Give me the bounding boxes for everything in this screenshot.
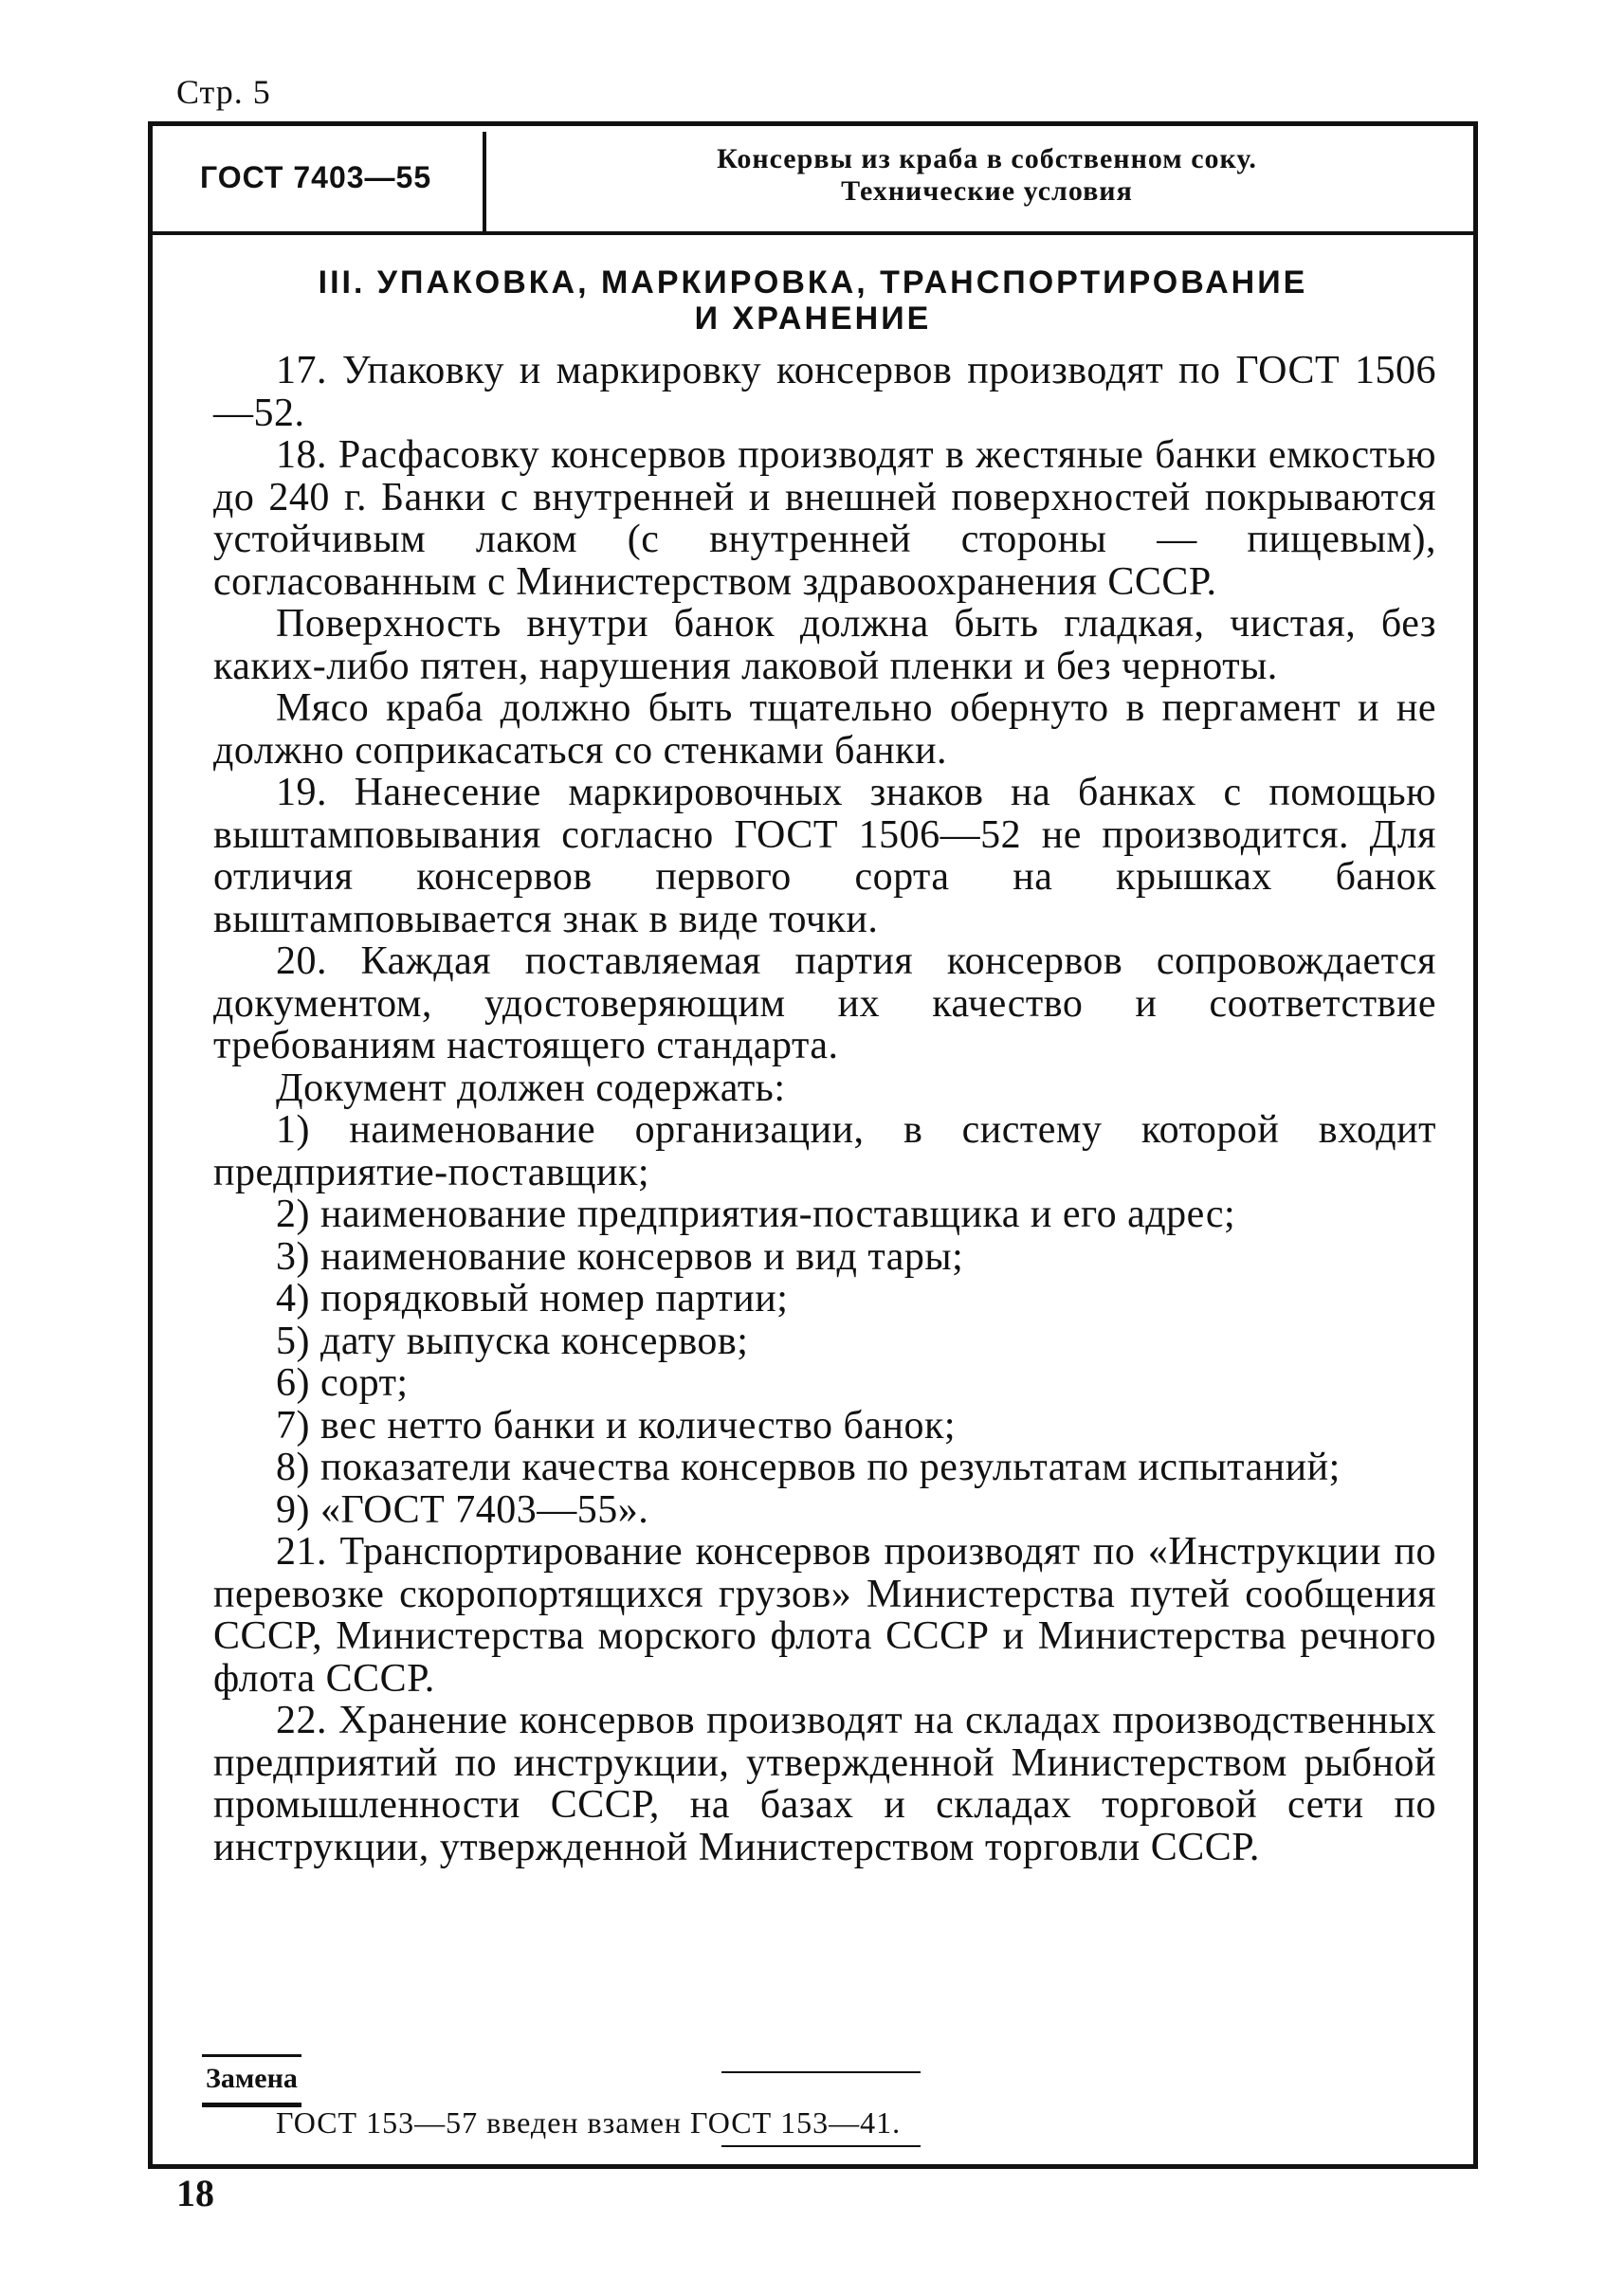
clause-17: 17. Упаковку и маркировку консервов производят по ГОСТ 1506—52. (213, 349, 1436, 435)
section-body (213, 350, 1436, 1868)
clause-18-meat: Мясо краба должно быть тщательно обернуто в пергамент и не должно соприкасаться со стенками банки. (213, 686, 1436, 773)
clause-18-surface: Поверхность внутри банок должна быть гладкая, чистая, без каких-либо пятен, нарушения лаковой пленки и без черноты. (213, 602, 1436, 688)
document-frame (148, 121, 1478, 2169)
separator-rule-bottom (721, 2145, 921, 2147)
page-label: Стр. 5 (176, 73, 271, 111)
clause-21: 21. Транспортирование консервов производят по «Инструкции по перевозке скоропортящихся грузов» Министерства путей сообщения СССР, Министерства морского флота СССР и Министерства речного флота СССР. (213, 1530, 1436, 1701)
document-contents-intro: Документ должен содержать: (276, 1066, 786, 1110)
section-title (153, 264, 1473, 337)
list-item-8: 8) показатели качества консервов по результатам испытаний; (276, 1446, 1341, 1489)
list-item-1: 1) наименование организации, в систему которой входит предприятие-поставщик; (213, 1108, 1436, 1194)
list-item-7: 7) вес нетто банки и количество банок; (276, 1403, 957, 1448)
document-title (513, 143, 1461, 208)
list-item-3: 3) наименование консервов и вид тары; (276, 1234, 964, 1279)
replacement-label: Замена (202, 2054, 301, 2107)
section-title-line-2: И ХРАНЕНИЕ (694, 301, 932, 337)
list-item-2: 2) наименование предприятия-поставщика и его адрес; (276, 1193, 1236, 1236)
clause-20: 20. Каждая поставляемая партия консервов сопровождается документом, удостоверяющим их качество и соответствие требованиям настоящего стандарта. (213, 939, 1436, 1067)
list-item-9: 9) «ГОСТ 7403—55». (276, 1487, 649, 1532)
standard-code: ГОСТ 7403—55 (200, 160, 432, 194)
section-title-line-1: III. УПАКОВКА, МАРКИРОВКА, ТРАНСПОРТИРОВАНИЕ (318, 264, 1308, 301)
separator-rule-top (721, 2071, 921, 2073)
list-item-4: 4) порядковый номер партии; (276, 1277, 789, 1321)
document-title-line-1: Консервы из краба в собственном соку. (717, 143, 1257, 174)
clause-18: 18. Расфасовку консервов производят в жестяные банки емкостью до 240 г. Банки с внутренней и внешней поверхностей покрываются устойчивым лаком (с внутренней стороны — пищевым), согласованным с Министерством здравоохранения СССР. (213, 433, 1436, 604)
document-title-line-2: Технические условия (841, 175, 1133, 207)
clause-22: 22. Хранение консервов производят на складах производственных предприятий по инструкции, утвержденной Министерством рыбной промышленности СССР, на базах и складах торговой сети по инструкции, утвержденной Министерством торговли СССР. (213, 1699, 1436, 1869)
document-header (153, 126, 1473, 235)
clause-19: 19. Нанесение маркировочных знаков на банках с помощью выштамповывания согласно ГОСТ 1506—52 не производится. Для отличия консервов первого сорта на крышках банок выштамповывается знак в виде точки. (213, 771, 1436, 941)
list-item-5: 5) дату выпуска консервов; (276, 1319, 749, 1363)
replacement-note: ГОСТ 153—57 введен взамен ГОСТ 153—41. (276, 2105, 902, 2140)
header-divider (483, 132, 486, 232)
list-item-6: 6) сорт; (276, 1361, 409, 1405)
page-number: 18 (176, 2172, 214, 2214)
